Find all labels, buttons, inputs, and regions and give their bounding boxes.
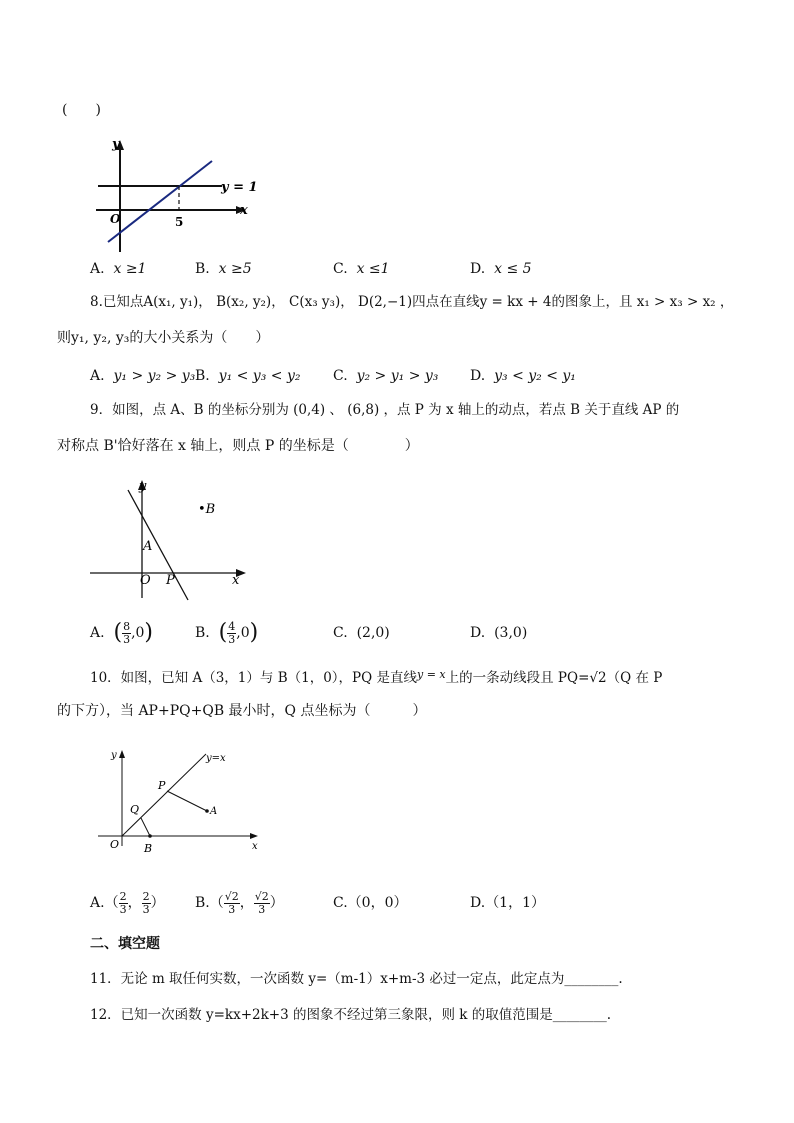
q9-option-d: D. (3,0) (470, 625, 528, 641)
q10-line-label: y=x (206, 753, 226, 764)
q10-point-a-label: A (210, 806, 218, 817)
q10-option-a: A.（ $\frac{2}{3}$ ， $\frac{2}{3}$ ） (90, 889, 165, 916)
q7-line-label: y = 1 (221, 180, 258, 195)
q10-segment-pa (167, 791, 207, 811)
q10-y-label: y (111, 750, 117, 761)
q7-option-b: B. x ≥5 (195, 261, 252, 277)
q9-y-label: y (139, 479, 147, 494)
q10-option-c: C.（0，0） (333, 895, 408, 911)
q7-x-label: x (240, 203, 248, 218)
q7-tick-label: 5 (175, 215, 184, 229)
q9-origin-label: O (140, 573, 151, 588)
q10-option-b: B.（ $\frac{√2}{3}$ ， $\frac{√2}{3}$ ） (195, 889, 284, 916)
q10-point-p-label: P (158, 779, 166, 792)
q12-text: 12．已知一次函数 y=kx+2k+3 的图象不经过第三象限，则 k 的取值范围是________. (90, 1007, 612, 1023)
q7-answer-blank: ( ) (62, 102, 101, 118)
q9-line-ap (128, 490, 188, 600)
q7-figure (88, 134, 258, 252)
q10-line-yx (122, 754, 206, 836)
q8-option-c: C. y₂ > y₁ > y₃ (333, 368, 439, 384)
q9-option-c: C. (2,0) (333, 625, 390, 641)
q9-option-a: A. ( $\frac{8}{3}$ ,0) (90, 619, 154, 646)
q9-x-label: x (232, 573, 240, 588)
q9-point-a-label: A (143, 539, 153, 554)
q8-option-b: B. y₁ < y₃ < y₂ (195, 368, 301, 384)
q10-line1: 10．如图，已知 A（3，1）与 B（1，0），PQ 是直线$^{y = x}$上的一条动线段且 PQ=√2（Q 在 P (90, 668, 663, 686)
q11-text: 11．无论 m 取任何实数，一次函数 y=（m-1）x+m-3 必过一定点，此定点为________. (90, 971, 623, 987)
q8-option-d: D. y₃ < y₂ < y₁ (470, 368, 576, 384)
q7-option-c: C. x ≤1 (333, 261, 390, 277)
q9-line1: 9．如图，点 A、B 的坐标分别为 (0,4) 、 (6,8) ，点 P 为 x 轴上的动点，若点 B 关于直线 AP 的 (90, 402, 680, 418)
q10-x-label: x (252, 841, 258, 852)
q8-line1: 8.已知点A(x₁, y₁)， B(x₂, y₂)， C(x₃ y₃)， D(2,−1)四点在直线y = kx + 4的图象上，且 x₁ > x₃ > x₂ ， (90, 294, 734, 310)
q7-y-label: y (112, 137, 120, 152)
q10-point-q-label: Q (130, 803, 140, 816)
q10-y-arrow (119, 750, 125, 758)
q10-point-b-label: B (144, 842, 153, 855)
q8-option-a: A. y₁ > y₂ > y₃ (90, 368, 196, 384)
q10-origin-label: O (110, 838, 120, 851)
q10-segment-qb (141, 818, 150, 836)
q7-line-graph (108, 161, 212, 242)
q9-point-p-label: P (166, 573, 175, 588)
q10-point-a (205, 809, 209, 813)
q9-point-b-label: •B (198, 502, 216, 517)
q7-option-a: A. x ≥1 (90, 261, 147, 277)
q10-option-d: D.（1，1） (470, 895, 546, 911)
section-title: 二、填空题 (90, 936, 160, 952)
q9-figure (86, 476, 256, 604)
q10-x-arrow (250, 833, 258, 839)
q10-point-b (148, 834, 152, 838)
q7-option-d: D. x ≤ 5 (470, 261, 532, 277)
q9-option-b: B. ( $\frac{4}{3}$ ,0) (195, 619, 259, 646)
q10-line2: 的下方），当 AP+PQ+QB 最小时，Q 点坐标为（ ） (57, 703, 427, 719)
q9-line2: 对称点 B'恰好落在 x 轴上，则点 P 的坐标是（ ） (57, 438, 419, 454)
q10-figure (92, 746, 272, 858)
q8-line2: 则y₁, y₂, y₃的大小关系为（ ） (57, 330, 270, 346)
q7-origin-label: O (110, 212, 121, 226)
